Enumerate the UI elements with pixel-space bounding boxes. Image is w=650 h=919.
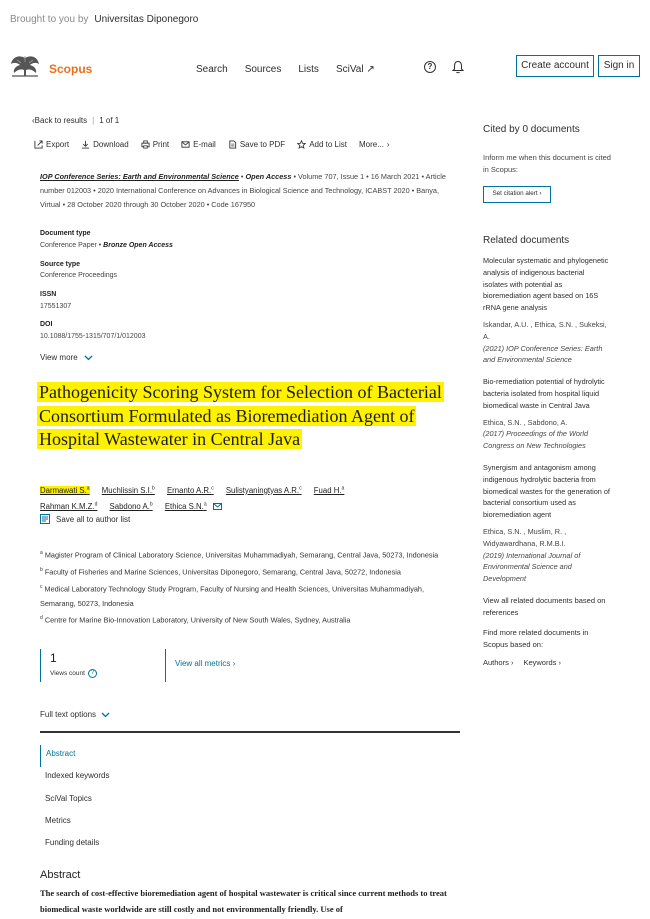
- author-link[interactable]: Muchlissin S.I.$^b$: [101, 485, 155, 495]
- save-pdf-label: Save to PDF: [239, 140, 286, 149]
- add-to-list-button[interactable]: [297, 140, 347, 149]
- related-source: (2021) IOP Conference Series: Earth and Environmental Science: [483, 343, 603, 365]
- print-icon: [141, 140, 150, 149]
- page-title: [37, 381, 457, 452]
- based-keywords-link[interactable]: Keywords ›: [523, 658, 561, 667]
- related-documents-heading: Related documents: [483, 235, 570, 246]
- based-on-links: [483, 658, 561, 667]
- section-link-abstract[interactable]: Abstract: [40, 745, 109, 767]
- section-link-indexed-keywords[interactable]: Indexed keywords: [45, 771, 110, 781]
- abstract-text: The search of cost-effective bioremediation agent of hospital wastewater is critical since current methods to treat biomedical waste worldwide are still costly and not environmentally friendly. Use of: [40, 888, 447, 914]
- doi-value: 10.1088/1755-1315/707/1/012003: [40, 333, 146, 340]
- email-icon[interactable]: [213, 503, 222, 510]
- full-text-options-button[interactable]: [40, 710, 110, 719]
- related-source: (2017) Proceedings of the World Congress on New Technologies: [483, 429, 589, 451]
- download-button[interactable]: [81, 140, 129, 149]
- views-count: 1: [50, 651, 57, 665]
- affiliations: [40, 546, 450, 628]
- views-label: Views count: [50, 670, 85, 677]
- chevron-down-icon: [101, 712, 110, 718]
- doctype-value-row: [40, 242, 173, 249]
- nav-search[interactable]: Search: [196, 64, 228, 75]
- author-link[interactable]: Fuad H.$^a$: [313, 485, 345, 495]
- info-icon[interactable]: ?: [88, 669, 97, 678]
- scopus-logo[interactable]: Scopus: [49, 62, 93, 76]
- download-label: Download: [93, 140, 129, 149]
- nav-sources[interactable]: Sources: [244, 64, 282, 75]
- nav-lists[interactable]: Lists: [298, 64, 319, 75]
- related-document: [483, 462, 611, 585]
- view-all-metrics-link[interactable]: View all metrics ›: [175, 659, 236, 668]
- journal-title-link[interactable]: IOP Conference Series: Earth and Environmental Science: [40, 172, 239, 181]
- related-authors: Iskandar, A.U. , Ethica, S.N. , Sukeksi, A.: [483, 319, 607, 341]
- institution-name: Universitas Diponegoro: [94, 14, 199, 25]
- open-access-label: Open Access: [245, 172, 292, 181]
- related-document: [483, 255, 611, 366]
- source-info: IOP Conference Series: Earth and Environmental Science • Open Access • Volume 707, Issue 1 • 16 March 2021 • Article number 012003 • 2020 International Conference on Advances in Biological Science and Technology, ICABST 2020 • Banya, Virtual • 28 October 2020 through 30 October 2020 • Code 167950: [40, 172, 446, 209]
- doctype-label: Document type: [40, 230, 91, 237]
- set-citation-alert-button[interactable]: Set citation alert ›: [483, 186, 551, 203]
- author-link[interactable]: Sabdono A.$^b$: [109, 501, 153, 512]
- author-link[interactable]: Darmawati S.$^a$: [40, 485, 90, 495]
- brought-prefix: Brought to you by: [10, 14, 89, 25]
- brought-to-you: [10, 14, 198, 25]
- view-more-button[interactable]: [40, 353, 93, 362]
- results-nav: [32, 116, 119, 125]
- help-icon[interactable]: ?: [424, 61, 436, 73]
- issn-value: 17551307: [40, 303, 72, 310]
- divider: |: [92, 116, 95, 125]
- author-list: [40, 481, 440, 514]
- pdf-icon: [228, 140, 237, 149]
- main-nav: [196, 64, 375, 75]
- save-pdf-button[interactable]: [228, 140, 285, 149]
- related-document: [483, 376, 611, 452]
- related-documents-list: [483, 255, 611, 595]
- more-button[interactable]: [359, 140, 390, 149]
- document-toolbar: [34, 140, 390, 149]
- sign-in-button[interactable]: Sign in: [598, 55, 640, 77]
- nav-scival[interactable]: SciVal ↗: [335, 64, 375, 75]
- export-icon: [34, 140, 43, 149]
- save-all-authors-button[interactable]: [40, 514, 130, 524]
- title-text: Pathogenicity Scoring System for Selection of Bacterial Consortium Formulated as Bioremediation Agent of Hospital Wastewater in Central Java: [39, 382, 442, 449]
- cited-by-heading: Cited by 0 documents: [483, 124, 580, 135]
- doi-label: DOI: [40, 321, 53, 328]
- sourcetype-value: Conference Proceedings: [40, 272, 118, 279]
- bronze-open-access: Bronze Open Access: [103, 242, 173, 249]
- section-link-funding[interactable]: Funding details: [45, 838, 100, 848]
- author-link[interactable]: Ethica S.N.$^a$: [164, 501, 207, 512]
- add-to-list-label: Add to List: [309, 140, 347, 149]
- related-source: (2019) International Journal of Environmental Science and Development: [483, 550, 581, 584]
- affiliation: $^d$ Centre for Marine Bio-Innovation Laboratory, University of New South Wales, Sydney, Australia: [40, 615, 351, 625]
- chevron-right-icon: ›: [386, 140, 390, 149]
- section-link-metrics[interactable]: Metrics: [45, 815, 71, 825]
- related-title-link[interactable]: Synergism and antagonism among indigenous hydrolytic bacteria from biomedical wastes for the generation of bacterial consortium used as bioremediation agent: [483, 462, 610, 520]
- issn-label: ISSN: [40, 291, 57, 298]
- chevron-down-icon: [84, 355, 93, 361]
- back-to-results-link[interactable]: Back to results: [34, 116, 88, 125]
- save-authors-label: Save all to author list: [56, 514, 131, 524]
- author-link[interactable]: Rahman K.M.Z.$^d$: [40, 501, 98, 512]
- source-details: • Volume 707, Issue 1 • 16 March 2021 • Article number 012003 • 2020 International Conference on Advances in Biological Science and Technology, ICABST 2020 • Banya, Virtual • 28 October 2020 through 30 October 2020 • Code 167950: [40, 172, 446, 209]
- create-account-button[interactable]: Create account: [516, 55, 594, 77]
- email-icon: [181, 140, 190, 149]
- affiliation: $^b$ Faculty of Fisheries and Marine Sciences, Universitas Diponegoro, Semarang, Central Java, 50272, Indonesia: [40, 566, 401, 577]
- star-icon: [297, 140, 306, 149]
- result-position: 1 of 1: [99, 116, 120, 125]
- affiliation: $^c$ Medical Laboratory Technology Study Program, Faculty of Nursing and Health Sciences, Universitas Muhammadiyah, Semarang, 50273, Indonesia: [40, 583, 425, 608]
- section-link-scival-topics[interactable]: SciVal Topics: [45, 793, 92, 803]
- find-more-text: Find more related documents in Scopus based on:: [483, 628, 589, 649]
- export-label: Export: [46, 140, 70, 149]
- related-authors: Ethica, S.N. , Sabdono, A.: [483, 417, 568, 427]
- export-button[interactable]: [34, 140, 69, 149]
- related-title-link[interactable]: Molecular systematic and phylogenetic analysis of indigenous bacterial isolates with potential as bioremediation agent based on 16S rRNA gene analysis: [483, 256, 609, 313]
- print-button[interactable]: [141, 140, 169, 149]
- chevron-left-icon: ‹: [32, 116, 35, 125]
- full-text-label: Full text options: [40, 710, 97, 719]
- sourcetype-label: Source type: [40, 261, 81, 268]
- abstract-heading: Abstract: [40, 869, 81, 881]
- citation-inform-text: Inform me when this document is cited in Scopus:: [483, 153, 611, 174]
- author-list-icon: [40, 514, 50, 524]
- views-label-row: [50, 669, 97, 678]
- author-link[interactable]: Sulistyaningtyas A.R.$^c$: [225, 485, 302, 495]
- download-icon: [81, 140, 90, 149]
- bell-icon[interactable]: [452, 60, 464, 74]
- view-more-label: View more: [40, 353, 78, 362]
- based-authors-link[interactable]: Authors ›: [483, 658, 514, 667]
- related-authors: Ethica, S.N. , Muslim, R. , Widyawardhana, R.M.B.I.: [483, 526, 567, 548]
- chevron-right-icon: ›: [232, 659, 236, 668]
- elsevier-tree-icon[interactable]: [8, 52, 42, 78]
- affiliation: $^a$ Magister Program of Clinical Laboratory Science, Universitas Muhammadiyah, Semarang, Central Java, 50273, Indonesia: [40, 550, 439, 560]
- section-nav: [40, 745, 109, 856]
- section-divider: [40, 731, 460, 733]
- related-title-link[interactable]: Bio-remediation potential of hydrolytic bacteria isolated from hospital liquid biomedical waste in Central Java: [483, 377, 605, 410]
- author-link[interactable]: Ernanto A.R.$^c$: [166, 485, 214, 495]
- email-label: E-mail: [193, 140, 216, 149]
- more-label: More...: [359, 140, 384, 149]
- email-button[interactable]: [181, 140, 216, 149]
- doctype-value: Conference Paper •: [40, 242, 102, 249]
- print-label: Print: [152, 140, 170, 149]
- view-all-related-link[interactable]: View all related documents based on references: [483, 596, 606, 617]
